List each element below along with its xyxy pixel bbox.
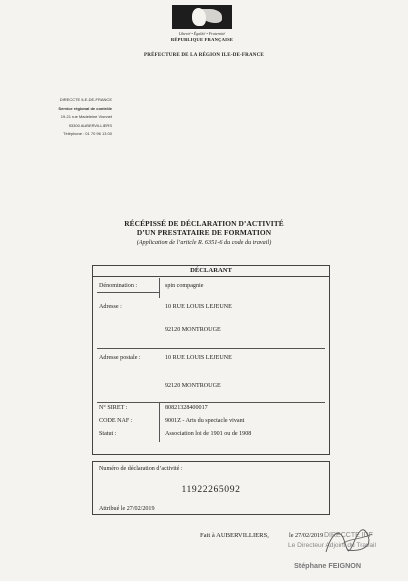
statut-label: Statut :: [99, 431, 117, 437]
declarant-box: [92, 265, 330, 455]
siret-value: 80821328400017: [165, 405, 208, 411]
service-street: 19-21 rue Madeleine Vionnet: [60, 114, 112, 120]
adresse-line-1: 10 RUE LOUIS LEJEUNE: [165, 304, 232, 310]
adresse-postale-label: Adresse postale :: [99, 355, 141, 361]
adresse-postale-line-2: 92120 MONTROUGE: [165, 383, 221, 389]
declaration-number-label: Numéro de déclaration d’activité :: [99, 466, 183, 472]
stamp-title: Le Directeur Adjoint du Travail: [288, 542, 376, 549]
service-phone: Téléphone : 01 70 96 13 00: [63, 131, 112, 137]
document-title: [0, 220, 408, 237]
republic-motto: Liberté • Égalité • Fraternité: [178, 31, 226, 36]
document-subtitle: (Application de l’article R. 6351-6 du code du travail): [136, 239, 272, 246]
attribution-date: Attribué le 27/02/2019: [99, 506, 155, 512]
row-divider: [97, 402, 325, 403]
denomination-value: spin compagnie: [165, 283, 204, 289]
row-divider: [97, 292, 159, 293]
adresse-line-2: 92120 MONTROUGE: [165, 327, 221, 333]
column-divider: [159, 402, 160, 442]
direccte-name: DIRECCTE ILE-DE-FRANCE: [59, 97, 112, 102]
service-city: 93300 AUBERVILLIERS: [68, 122, 112, 128]
marianne-logo: [172, 5, 232, 45]
declaration-number-box: [92, 461, 330, 515]
place-of-signing: Fait à AUBERVILLIERS,: [200, 532, 269, 539]
naf-value: 9001Z - Arts du spectacle vivant: [165, 418, 245, 424]
title-line-1: RÉCÉPISSÉ DE DÉCLARATION D’ACTIVITÉ: [124, 219, 284, 228]
signer-name: Stéphane FEIGNON: [294, 561, 362, 570]
adresse-label: Adresse :: [99, 304, 122, 310]
title-line-2: D’UN PRESTATAIRE DE FORMATION: [136, 227, 272, 237]
row-divider: [97, 348, 325, 349]
statut-value: Association loi de 1901 ou de 1908: [165, 431, 252, 437]
handwritten-signature-icon: [318, 522, 378, 562]
signing-date: le 27/02/2019: [289, 532, 324, 539]
service-address-block: [48, 96, 112, 139]
stamp-direccte: DIRECCTE IDF: [324, 532, 373, 539]
service-name: Service régional de contrôle: [58, 105, 112, 111]
republique-francaise: RÉPUBLIQUE FRANÇAISE: [170, 37, 234, 42]
marianne-emblem-icon: [172, 5, 232, 29]
column-divider: [159, 278, 160, 298]
adresse-postale-line-1: 10 RUE LOUIS LEJEUNE: [165, 355, 232, 361]
naf-label: CODE NAF :: [99, 418, 133, 424]
declarant-heading: DÉCLARANT: [93, 266, 329, 277]
siret-label: N° SIRET :: [99, 405, 128, 411]
declaration-number-value: 11922265092: [181, 484, 241, 495]
denomination-label: Dénomination :: [99, 283, 138, 289]
prefecture-title: PRÉFECTURE DE LA RÉGION ILE-DE-FRANCE: [144, 53, 264, 58]
